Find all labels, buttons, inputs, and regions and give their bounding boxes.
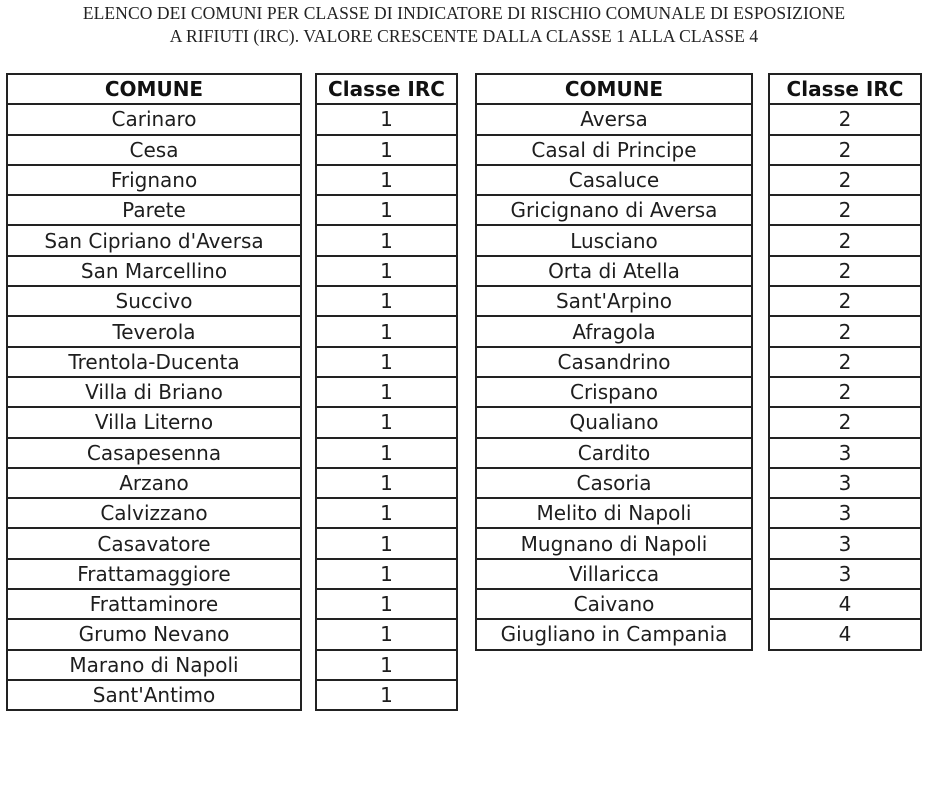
table-row xyxy=(316,650,457,680)
comune-cell: Aversa xyxy=(476,104,752,134)
comune-cell: Carinaro xyxy=(7,104,301,134)
classe-irc-cell: 3 xyxy=(769,559,921,589)
header-comune: COMUNE xyxy=(476,74,752,104)
classe-irc-cell: 1 xyxy=(316,407,457,437)
comune-cell: Succivo xyxy=(7,286,301,316)
table-row xyxy=(316,377,457,407)
table-row xyxy=(769,438,921,468)
comune-cell: Gricignano di Aversa xyxy=(476,195,752,225)
table-row xyxy=(476,195,752,225)
comune-cell: Lusciano xyxy=(476,225,752,255)
comune-cell: Afragola xyxy=(476,316,752,346)
classe-irc-cell: 1 xyxy=(316,104,457,134)
comune-cell: Arzano xyxy=(7,468,301,498)
table-row xyxy=(769,528,921,558)
classe-irc-cell: 3 xyxy=(769,468,921,498)
document-title-line-2: A RIFIUTI (IRC). VALORE CRESCENTE DALLA CLASSE 1 ALLA CLASSE 4 xyxy=(169,26,759,46)
table-row xyxy=(769,589,921,619)
header-comune: COMUNE xyxy=(7,74,301,104)
classe-irc-cell: 1 xyxy=(316,377,457,407)
table-row xyxy=(7,377,301,407)
table-row xyxy=(476,438,752,468)
comune-cell: Marano di Napoli xyxy=(7,650,301,680)
table-row xyxy=(316,559,457,589)
classe-irc-cell: 1 xyxy=(316,559,457,589)
classe-irc-cell: 1 xyxy=(316,528,457,558)
comune-cell: Casandrino xyxy=(476,347,752,377)
table-row xyxy=(316,589,457,619)
comune-cell: Parete xyxy=(7,195,301,225)
classe-irc-cell: 2 xyxy=(769,377,921,407)
table-row xyxy=(7,407,301,437)
comune-cell: Caivano xyxy=(476,589,752,619)
classe-irc-cell: 2 xyxy=(769,347,921,377)
comune-cell: Orta di Atella xyxy=(476,256,752,286)
table-row xyxy=(7,195,301,225)
table-row xyxy=(769,256,921,286)
classe-irc-cell: 1 xyxy=(316,650,457,680)
comune-cell: Casaluce xyxy=(476,165,752,195)
table-row xyxy=(7,165,301,195)
table-row xyxy=(7,650,301,680)
classe-irc-cell: 4 xyxy=(769,619,921,649)
table-row xyxy=(476,619,752,649)
table-row xyxy=(476,498,752,528)
classe-irc-cell: 1 xyxy=(316,165,457,195)
table-row xyxy=(316,438,457,468)
table-row xyxy=(7,680,301,710)
classe-irc-cell: 2 xyxy=(769,165,921,195)
classe-irc-cell: 1 xyxy=(316,680,457,710)
table-row xyxy=(7,589,301,619)
classe-irc-cell: 2 xyxy=(769,407,921,437)
comune-cell: Cesa xyxy=(7,135,301,165)
table-row xyxy=(769,407,921,437)
table-row xyxy=(476,407,752,437)
comune-cell: Qualiano xyxy=(476,407,752,437)
table-row xyxy=(769,104,921,134)
comune-cell: Frattaminore xyxy=(7,589,301,619)
classe-irc-cell: 1 xyxy=(316,589,457,619)
comune-cell: Grumo Nevano xyxy=(7,619,301,649)
table-row xyxy=(316,347,457,377)
comune-cell: San Marcellino xyxy=(7,256,301,286)
comune-cell: Giugliano in Campania xyxy=(476,619,752,649)
table-row xyxy=(476,559,752,589)
comune-cell: Casal di Principe xyxy=(476,135,752,165)
classe-irc-cell: 1 xyxy=(316,316,457,346)
comune-cell: Calvizzano xyxy=(7,498,301,528)
table-row xyxy=(316,528,457,558)
table-row xyxy=(7,225,301,255)
table-row xyxy=(476,347,752,377)
table-row xyxy=(7,347,301,377)
table-row xyxy=(476,286,752,316)
right-classe-table xyxy=(768,73,922,651)
comune-cell: Casapesenna xyxy=(7,438,301,468)
table-row xyxy=(476,165,752,195)
table-row xyxy=(7,135,301,165)
table-row xyxy=(7,104,301,134)
table-row xyxy=(316,225,457,255)
comune-cell: Crispano xyxy=(476,377,752,407)
table-row xyxy=(476,468,752,498)
table-row xyxy=(7,619,301,649)
table-row xyxy=(7,316,301,346)
table-row xyxy=(316,286,457,316)
table-row xyxy=(769,195,921,225)
classe-irc-cell: 1 xyxy=(316,619,457,649)
table-row xyxy=(316,195,457,225)
comune-cell: Frignano xyxy=(7,165,301,195)
left-classe-table xyxy=(315,73,458,711)
table-row xyxy=(476,589,752,619)
classe-irc-cell: 2 xyxy=(769,225,921,255)
document-title-line-1: ELENCO DEI COMUNI PER CLASSE DI INDICATORE DI RISCHIO COMUNALE DI ESPOSIZIONE xyxy=(82,3,846,23)
table-row xyxy=(769,316,921,346)
header-classe-irc: Classe IRC xyxy=(769,74,921,104)
classe-irc-cell: 2 xyxy=(769,316,921,346)
table-row xyxy=(769,619,921,649)
comune-cell: Sant'Arpino xyxy=(476,286,752,316)
comune-cell: Melito di Napoli xyxy=(476,498,752,528)
table-row xyxy=(7,498,301,528)
classe-irc-cell: 1 xyxy=(316,256,457,286)
table-row xyxy=(476,104,752,134)
classe-irc-cell: 2 xyxy=(769,104,921,134)
classe-irc-cell: 1 xyxy=(316,135,457,165)
right-comune-table xyxy=(475,73,753,651)
table-row xyxy=(769,135,921,165)
classe-irc-cell: 4 xyxy=(769,589,921,619)
table-row xyxy=(316,468,457,498)
table-row xyxy=(769,286,921,316)
table-row xyxy=(476,225,752,255)
classe-irc-cell: 1 xyxy=(316,195,457,225)
comune-cell: Mugnano di Napoli xyxy=(476,528,752,558)
comune-cell: Frattamaggiore xyxy=(7,559,301,589)
table-row xyxy=(769,225,921,255)
comune-cell: Trentola-Ducenta xyxy=(7,347,301,377)
comune-cell: Villa Literno xyxy=(7,407,301,437)
table-row xyxy=(316,256,457,286)
comune-cell: Villa di Briano xyxy=(7,377,301,407)
classe-irc-cell: 2 xyxy=(769,135,921,165)
classe-irc-cell: 3 xyxy=(769,438,921,468)
table-row xyxy=(769,498,921,528)
table-row xyxy=(476,528,752,558)
table-row xyxy=(316,165,457,195)
table-row xyxy=(316,680,457,710)
left-comune-table xyxy=(6,73,302,711)
table-row xyxy=(7,559,301,589)
table-row xyxy=(769,347,921,377)
comune-cell: Sant'Antimo xyxy=(7,680,301,710)
table-row xyxy=(316,135,457,165)
table-row xyxy=(769,468,921,498)
comune-cell: Casoria xyxy=(476,468,752,498)
table-row xyxy=(7,468,301,498)
table-row xyxy=(316,498,457,528)
comune-cell: Casavatore xyxy=(7,528,301,558)
table-row xyxy=(769,377,921,407)
comune-cell: San Cipriano d'Aversa xyxy=(7,225,301,255)
table-row xyxy=(316,316,457,346)
table-row xyxy=(316,104,457,134)
classe-irc-cell: 1 xyxy=(316,225,457,255)
table-row xyxy=(7,438,301,468)
classe-irc-cell: 1 xyxy=(316,498,457,528)
table-row xyxy=(769,559,921,589)
classe-irc-cell: 2 xyxy=(769,195,921,225)
table-row xyxy=(316,407,457,437)
classe-irc-cell: 1 xyxy=(316,438,457,468)
classe-irc-cell: 1 xyxy=(316,468,457,498)
table-row xyxy=(7,286,301,316)
table-row xyxy=(476,377,752,407)
table-row xyxy=(476,316,752,346)
table-row xyxy=(316,619,457,649)
classe-irc-cell: 2 xyxy=(769,286,921,316)
table-row xyxy=(7,256,301,286)
table-row xyxy=(769,165,921,195)
classe-irc-cell: 1 xyxy=(316,347,457,377)
table-row xyxy=(7,528,301,558)
comune-cell: Teverola xyxy=(7,316,301,346)
classe-irc-cell: 2 xyxy=(769,256,921,286)
table-row xyxy=(476,256,752,286)
comune-cell: Villaricca xyxy=(476,559,752,589)
classe-irc-cell: 3 xyxy=(769,528,921,558)
classe-irc-cell: 1 xyxy=(316,286,457,316)
header-classe-irc: Classe IRC xyxy=(316,74,457,104)
comune-cell: Cardito xyxy=(476,438,752,468)
table-row xyxy=(476,135,752,165)
classe-irc-cell: 3 xyxy=(769,498,921,528)
